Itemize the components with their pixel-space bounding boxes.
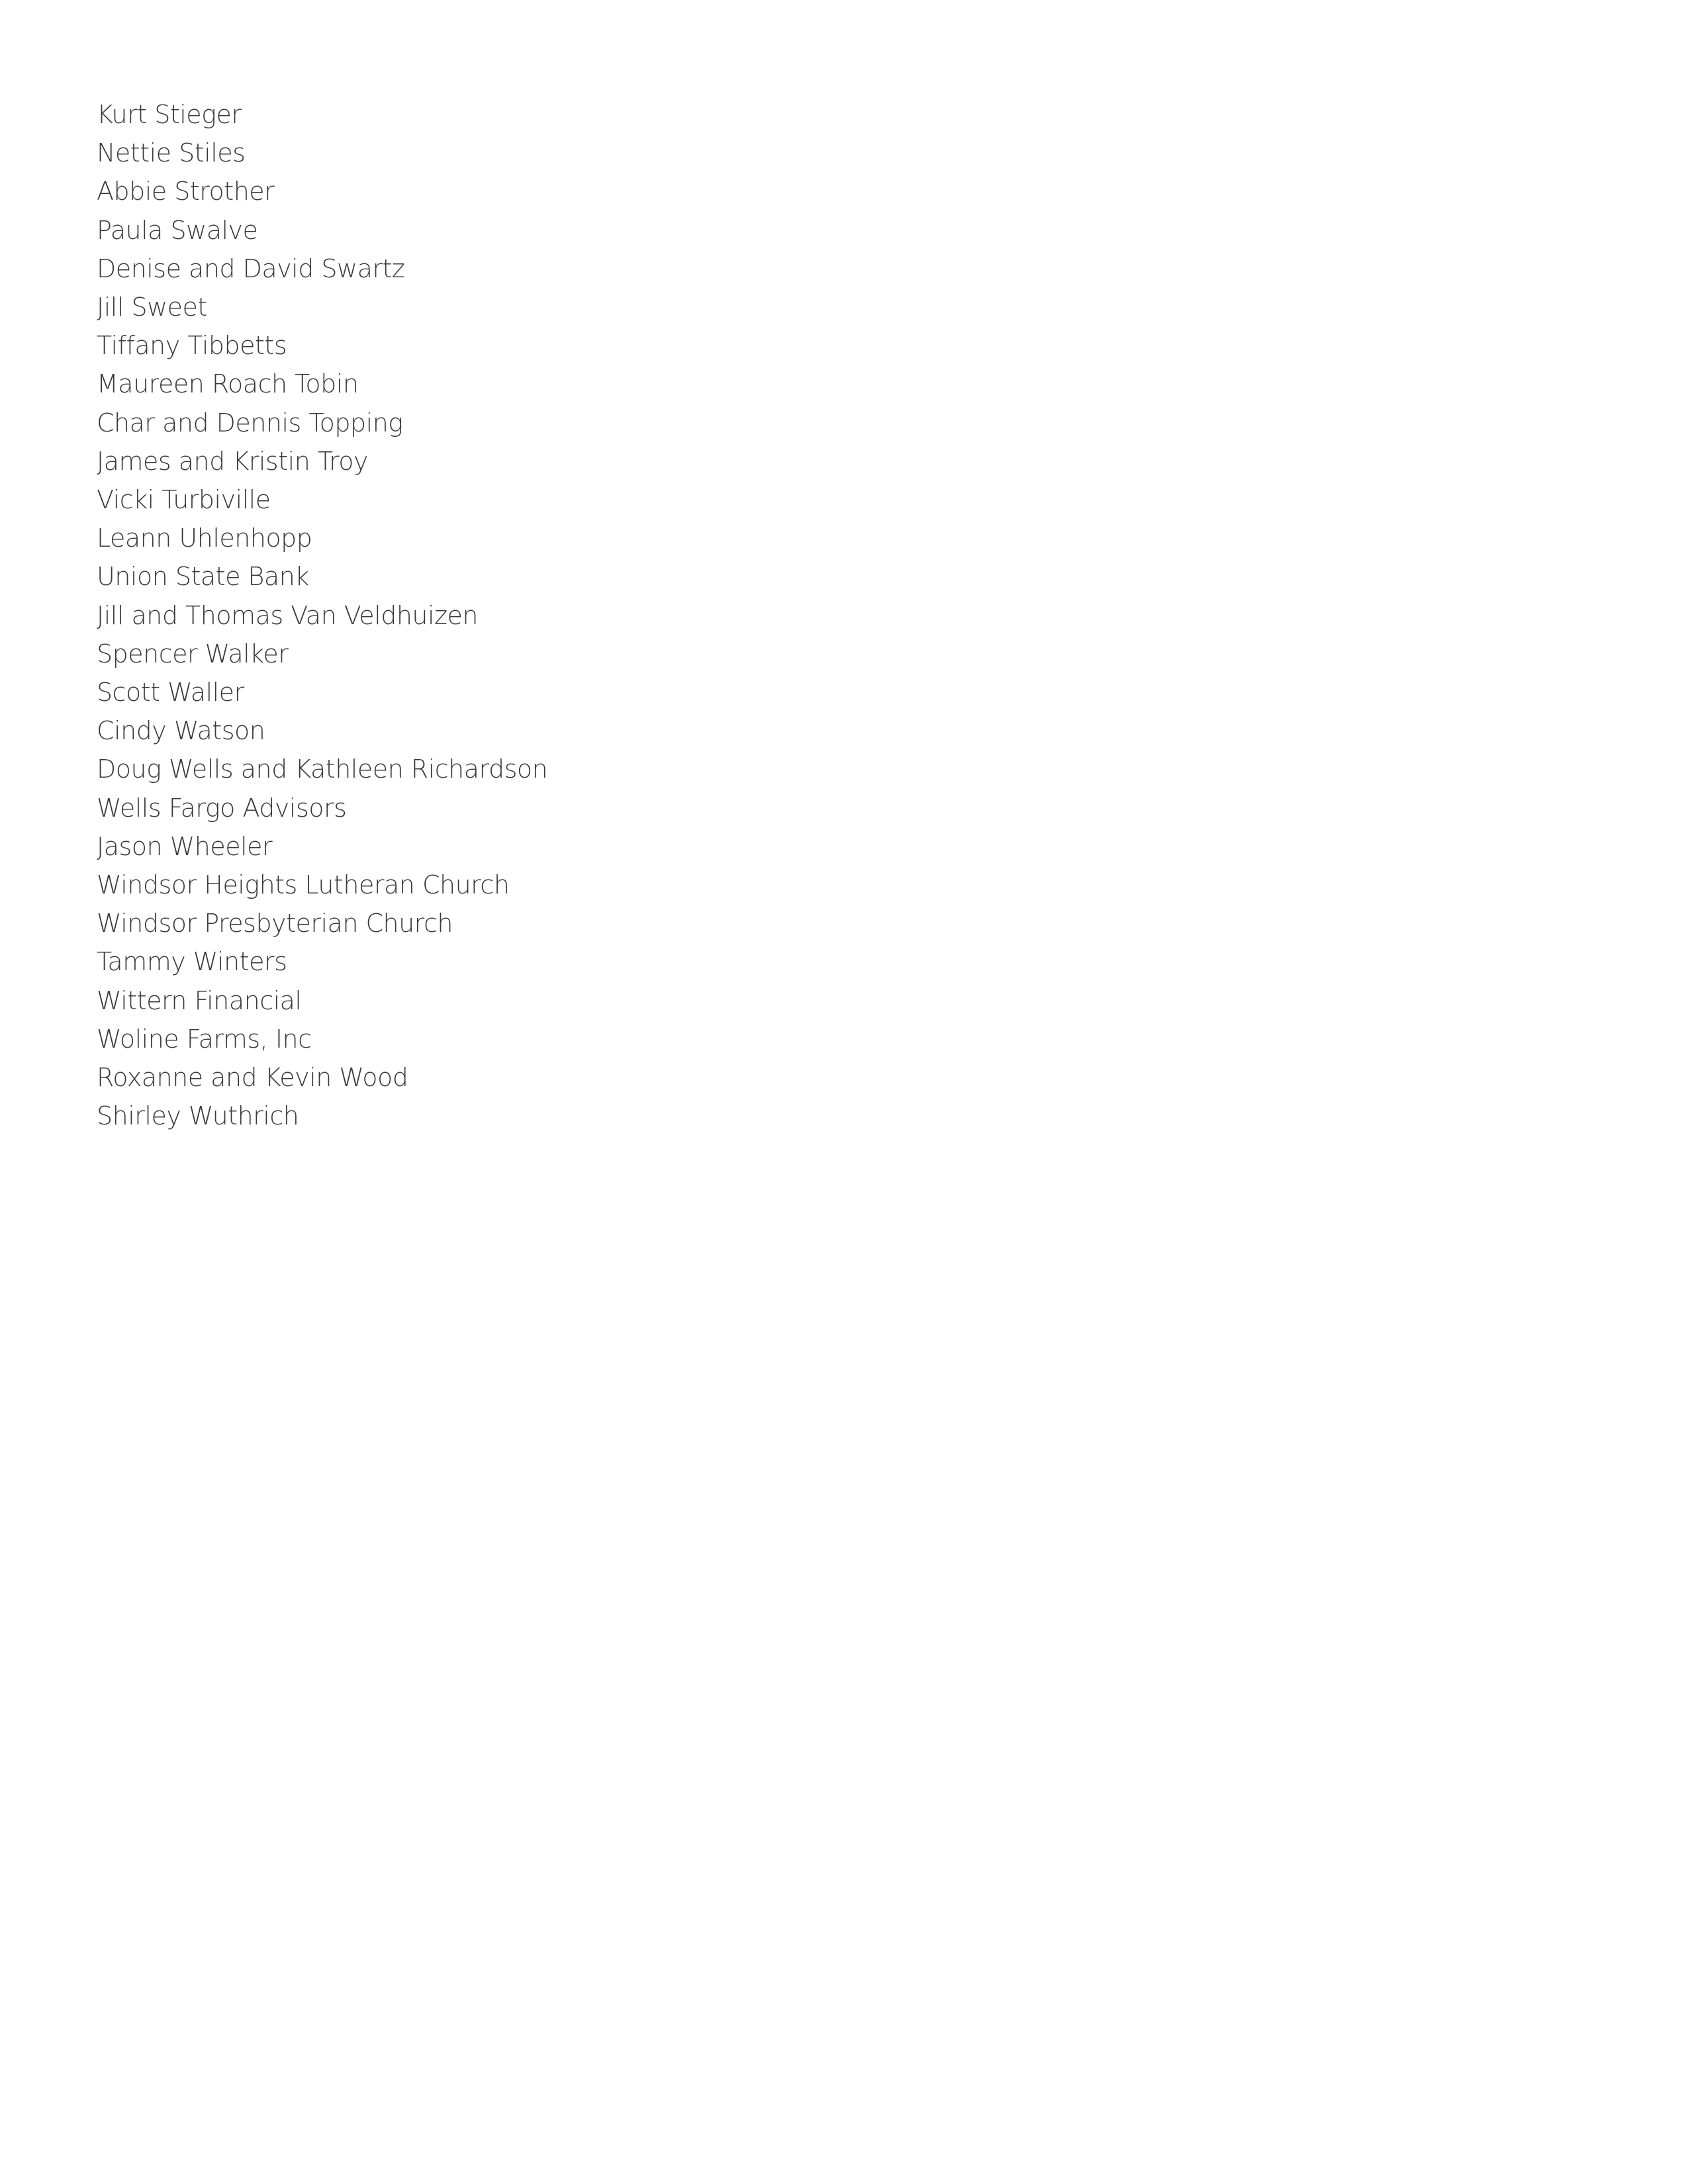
- list-item: Abbie Strother: [97, 177, 275, 206]
- list-item: Kurt Stieger: [97, 100, 242, 129]
- list-item: Leann Uhlenhopp: [97, 523, 312, 553]
- list-item: Char and Dennis Topping: [97, 408, 403, 437]
- list-item: Scott Waller: [97, 678, 244, 707]
- list-item: Nettie Stiles: [97, 138, 246, 168]
- list-item: Doug Wells and Kathleen Richardson: [97, 754, 548, 784]
- list-item: Maureen Roach Tobin: [97, 369, 359, 399]
- list-item: Vicki Turbiville: [97, 485, 271, 515]
- donor-name-list: [97, 95, 547, 1135]
- list-item: Woline Farms, Inc: [97, 1024, 312, 1054]
- list-item: Roxanne and Kevin Wood: [97, 1063, 408, 1093]
- list-item: Tammy Winters: [97, 947, 287, 977]
- list-item: Windsor Heights Lutheran Church: [97, 870, 510, 900]
- list-item: Jill and Thomas Van Veldhuizen: [97, 600, 478, 630]
- list-item: Wittern Financial: [97, 985, 302, 1015]
- list-item: Paula Swalve: [97, 215, 258, 245]
- list-item: Spencer Walker: [97, 639, 289, 668]
- list-item: Jason Wheeler: [97, 831, 273, 861]
- list-item: Wells Fargo Advisors: [97, 793, 347, 823]
- list-item: Cindy Watson: [97, 716, 265, 746]
- list-item: Shirley Wuthrich: [97, 1101, 299, 1131]
- list-item: Denise and David Swartz: [97, 253, 405, 283]
- list-item: Union State Bank: [97, 562, 309, 592]
- list-item: Windsor Presbyterian Church: [97, 909, 453, 938]
- list-item: James and Kristin Troy: [97, 446, 369, 476]
- list-item: Jill Sweet: [97, 293, 207, 322]
- list-item: Tiffany Tibbetts: [97, 331, 287, 361]
